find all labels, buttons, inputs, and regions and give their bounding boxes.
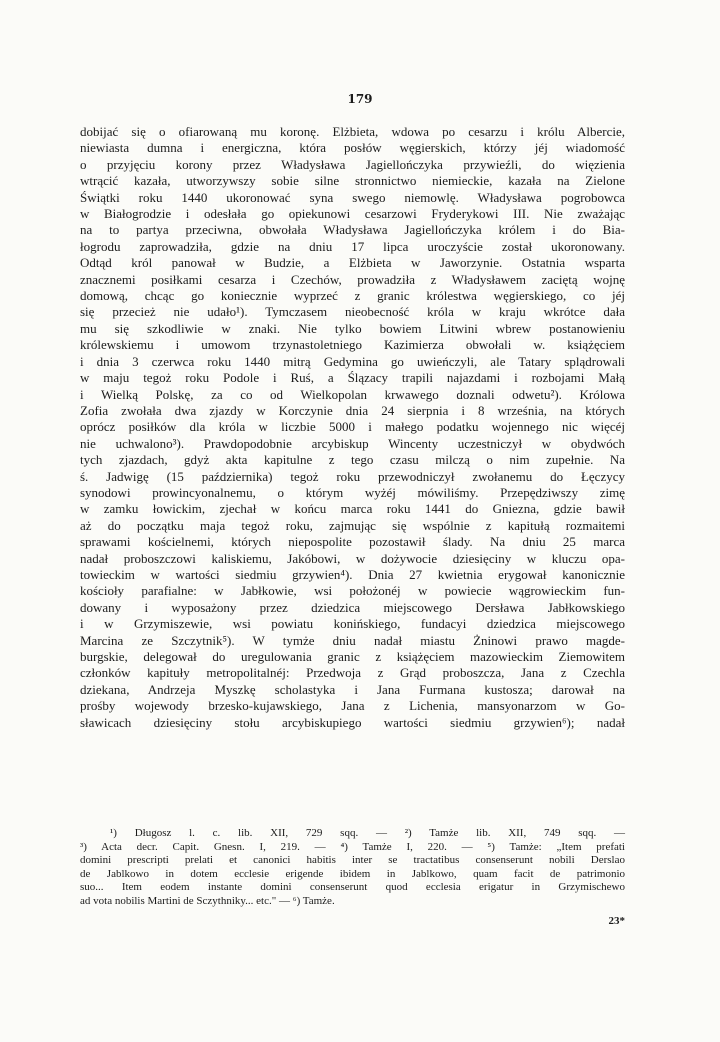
footnote-line: suo... Item eodem instante domini consenserunt quod ecclesia erigatur in Grzymischewo [80, 881, 625, 894]
text-line: tych zjazdach, gdyż akta kapitulne z tego czasu milczą o nim zupełnie. Na [80, 452, 625, 468]
text-line: znacznemi posiłkami cesarza i Czechów, prowadziła z Władysławem zaciętą wojnę [80, 271, 625, 287]
footnote-line: ¹) Długosz l. c. lib. XII, 729 sqq. — ²) Tamże lib. XII, 749 sqq. — [110, 827, 625, 839]
text-line: aż do początku maja tegoż roku, zajmując się wspólnie z kapitułą rozmaitemi [80, 517, 625, 533]
text-line: i Wielką Polskę, za co od Wielkopolan krwawego doznali odwetu²). Królowa [80, 386, 625, 402]
text-line: Świątki roku 1440 ukoronować syna swego niemowlę. Władysława pogrobowca [80, 189, 625, 205]
text-line: dziekana, Andrzeja Myszkę scholastyka i Jana Furmana kustosza; darował na [80, 681, 625, 697]
page-number: 179 [347, 92, 373, 106]
text-line: prośby wojewody brzesko-kujawskiego, Jana z Lichenia, mansyonarzom w Go- [80, 698, 625, 714]
text-line: burgskie, delegował do uregulowania granic z książęciem mazowieckim Ziemowitem [80, 649, 625, 664]
text-line: i w Grzymiszewie, wsi powiatu konińskiego, fundacyi dziedzica miejscowego [80, 616, 625, 632]
text-line: Marcina ze Szczytnik⁵). W tymże dniu nadał miastu Żninowi prawo magde- [80, 632, 625, 648]
text-line: mu się szkodliwie w znaki. Nie tylko bowiem Litwini wbrew postanowieniu [80, 320, 625, 336]
text-line: wtrącić kazała, utworzywszy sobie silne stronnictwo niemieckie, kazała na Zielone [80, 173, 625, 189]
text-line: na to partya przeciwna, obwołała Władysława Jagiellończyka królem i do Bia- [80, 222, 625, 238]
printer-signature: 23* [608, 915, 625, 927]
text-line: w maju tegoż roku Podole i Ruś, a Ślązacy trapili najazdami i rozbojami Małą [80, 370, 625, 386]
main-text [80, 124, 625, 731]
text-line: oprócz posiłków dla króla w liczbie 5000 i małego podatku wojennego nic więcéj [80, 419, 625, 435]
text-line: się przecież nie udało¹). Tymczasem nieobecność króla w kraju wkrótce dała [80, 304, 625, 320]
text-line: niewiasta dumna i energiczna, która posłów węgierskich, którzy jéj wiadomość [80, 140, 625, 156]
text-line: łogrodu zaprowadziła, gdzie na dniu 17 lipca uroczyście został ukoronowany. [80, 238, 625, 254]
text-line: w zamku łowickim, zjechał w końcu marca roku 1441 do Gniezna, gdzie bawił [80, 501, 625, 517]
text-line: Odtąd król panował w Budzie, a Elżbieta w Jaworzynie. Ostatnia wsparta [80, 255, 625, 271]
text-line: królewskiemu i umowom trzynastoletniego Kazimierza obwołali w. książęciem [80, 337, 625, 353]
text-line: o przyjęciu korony przez Władysława Jagiellończyka przywieźli, do więzienia [80, 156, 625, 172]
text-line: nie uchwalono³). Prawdopodobnie arcybiskup Wincenty uczestniczył w obydwóch [80, 435, 625, 451]
text-line: Zofia zwołała dwa zjazdy w Korczynie dnia 24 sierpnia i 8 września, na których [80, 402, 625, 418]
text-line: w Białogrodzie i odesłała go opiekunowi cesarzowi Fryderykowi III. Nie zważając [80, 206, 625, 222]
footnote-line: ad vota nobilis Martini de Sczythniky... etc." — ⁶) Tamże. [80, 894, 335, 907]
text-line: sławicach dziesięciny stołu arcybiskupiego wartości siedmiu grzywien⁶); nadał [80, 714, 625, 730]
text-line: dowany i wyposażony przez dziedzica miejscowego Dersława Jabłkowskiego [80, 599, 625, 615]
text-line: dobijać się o ofiarowaną mu koronę. Elżbieta, wdowa po cesarzu i królu Albercie, [80, 124, 625, 139]
text-line: towieckim w wartości siedmiu grzywien⁴). Dnia 27 kwietnia erygował kanonicznie [80, 566, 625, 582]
footnote-line: de Jablkowo in dotem ecclesie erigende ibidem in Jablkowo, quam facit de patrimonio [80, 867, 625, 880]
text-line: kościoły parafialne: w Jabłkowie, wsi położonéj w powiecie wągrowieckim fun- [80, 583, 625, 599]
footnotes [80, 827, 625, 909]
text-line: domową, chcąc go koniecznie wyprzeć z granic królestwa węgierskiego, co jéj [80, 288, 625, 304]
text-line: i dnia 3 czerwca roku 1440 mitrą Gedymina go uwieńczyli, ale Tatary splądrowali [80, 353, 625, 369]
text-line: nadał proboszczowi kaliskiemu, Jakóbowi, w dożywocie dziesięciny w kluczu opa- [80, 550, 625, 566]
text-line: członków kapituły metropolitalnéj: Przedwoja z Grąd proboszcza, Jana z Czechla [80, 665, 625, 681]
text-line: sprawami kościelnemi, których niepospolite pozostawił ślady. Na dniu 25 marca [80, 534, 625, 550]
text-line: synodowi prowincyonalnemu, o którym wyżéj mówiliśmy. Przepędziwszy zimę [80, 484, 625, 500]
text-line: ś. Jadwigę (15 października) tegoż roku przewodniczył zwołanemu do Łęczycy [80, 468, 625, 484]
footnote-line: domini prescripti prelati et canonici habitis inter se tractatibus consenserunt nobili Derslao [80, 854, 625, 867]
footnote-line: ³) Acta decr. Capit. Gnesn. I, 219. — ⁴) Tamże I, 220. — ⁵) Tamże: „Item prefati [80, 840, 625, 853]
